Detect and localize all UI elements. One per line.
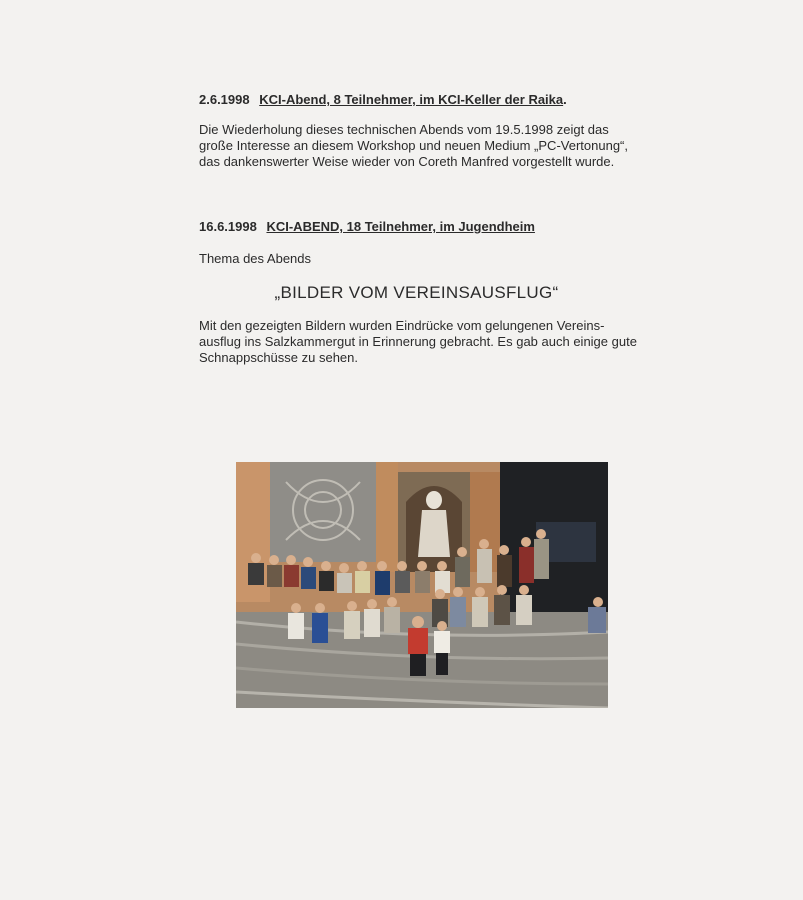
entry-1-title: KCI-Abend, 8 Teilnehmer, im KCI-Keller der Raika	[259, 92, 564, 107]
entry-2-date: 16.6.1998	[199, 219, 257, 234]
theme-title: „BILDER VOM VEREINSAUSFLUG“	[274, 283, 559, 302]
group-photo	[236, 462, 608, 708]
entry-1-heading	[199, 92, 567, 107]
theme-label: Thema des Abends	[199, 251, 312, 266]
entry-2-body: Mit den gezeigten Bildern wurden Eindrücke vom gelungenen Vereins-ausflug ins Salzkammergut in Erinnerung gebracht. Es gab auch einige gute Schnappschüsse zu sehen.	[199, 318, 637, 365]
entry-1-body: Die Wiederholung dieses technischen Abends vom 19.5.1998 zeigt das große Interesse an diesem Workshop und neuen Medium „PC-Vertonung“, das dankenswerter Weise wieder von Coreth Manfred vorgestellt wurde.	[199, 122, 628, 169]
group-photo-image	[236, 462, 608, 708]
entry-2-title: KCI-ABEND, 18 Teilnehmer, im Jugendheim	[266, 219, 535, 234]
entry-1-title-suffix: .	[563, 92, 567, 107]
entry-2-heading	[199, 219, 535, 234]
entry-1-date: 2.6.1998	[199, 92, 250, 107]
